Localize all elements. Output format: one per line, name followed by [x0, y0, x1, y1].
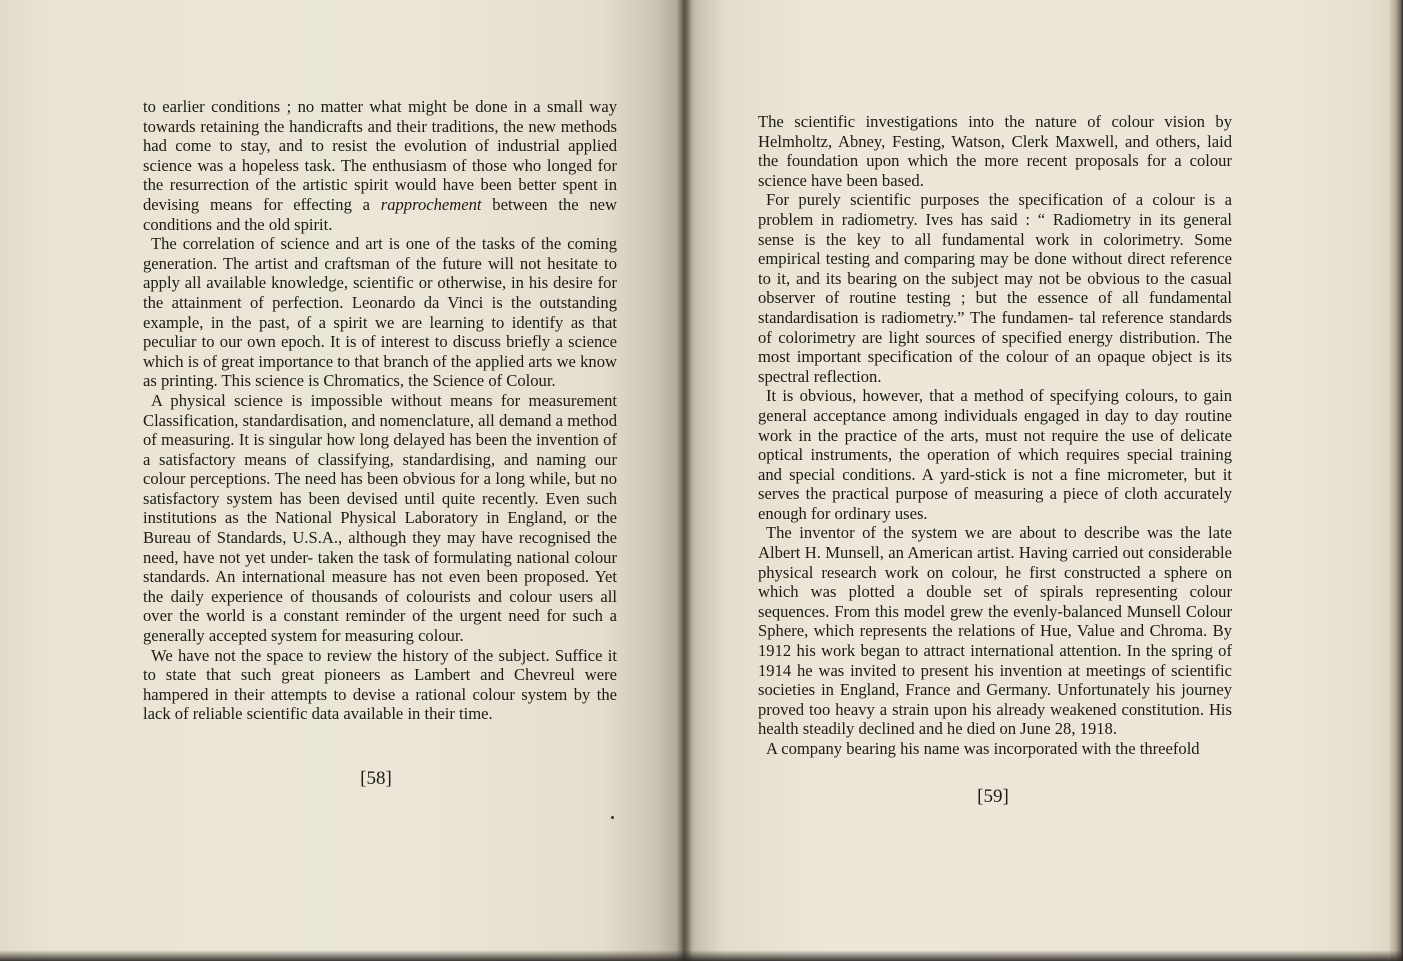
left-paragraph-1-italic: rapprochement: [380, 194, 482, 214]
left-paragraph-1: [143, 97, 617, 234]
left-page-text: [143, 97, 617, 724]
book-gutter: [676, 0, 692, 961]
page-number-left: [58]: [360, 768, 392, 789]
left-page: [0, 0, 684, 961]
paper-speck: [611, 816, 614, 819]
right-paragraph-5: A company bearing his name was incorporated with the threefold: [766, 739, 1200, 758]
left-paragraph-4: We have not the space to review the history of the subject. Suffice it to state that such great pioneers as Lambert and Chevreul were hampered in their attempts to devise a rational colour system by the lack of reliable scientific data available in their time.: [143, 645, 617, 724]
left-paragraph-1-text: to earlier conditions ; no matter what might be done in a small way towards retaining the handicrafts and their traditions, the new methods had come to stay, and to resist the evolution of industrial applied science was a hopeless task. The enthusiasm of those who longed for the resurrection of the artistic spirit would have been better spent in devising means for effecting a: [143, 97, 617, 214]
page-number-right: [59]: [977, 786, 1009, 807]
right-page-text: [758, 112, 1232, 759]
right-paragraph-1: The scientific investigations into the nature of colour vision by Helmholtz, Abney, Festing, Watson, Clerk Maxwell, and others, laid the foundation upon which the more recent proposals for a colour science have been based.: [758, 112, 1232, 190]
right-paragraph-3: It is obvious, however, that a method of specifying colours, to gain general acceptance among individuals engaged in day to day routine work in the practice of the arts, must not require the use of delicate optical instruments, the operation of which requires special training and special conditions. A yard-stick is not a fine micrometer, but it serves the practical purpose of measuring a piece of cloth accurately enough for ordinary uses.: [758, 386, 1232, 523]
left-paragraph-3: A physical science is impossible without means for measurement Classification, standardisation, and nomenclature, all demand a method of measuring. It is singular how long delayed has been the invention of a satisfactory means of classifying, standardising, and naming our colour perceptions. The need has been obvious for a long while, but no satisfactory system has been devised until quite recently. Even such institutions as the National Physical Laboratory in England, or the Bureau of Standards, U.S.A., although they may have recognised the need, have not yet under- taken the task of formulating national colour standards. An international measure has not even been proposed. Yet the daily experience of thousands of colourists and colour users all over the world is a constant reminder of the urgent need for such a generally accepted system for measuring colour.: [143, 390, 617, 646]
right-paragraph-4: The inventor of the system we are about to describe was the late Albert H. Munsell, an American artist. Having carried out considerable physical research work on colour, he first constructed a sphere on which was plotted a double set of spirals representing colour sequences. From this model grew the evenly-balanced Munsell Colour Sphere, which represents the relations of Hue, Value and Chroma. By 1912 his work began to attract international attention. In the spring of 1914 he was invited to present his invention at meetings of scientific societies in England, France and Germany. Unfortunately his journey proved too heavy a strain upon his already weakened constitution. His health steadily declined and he died on June 28, 1918.: [758, 523, 1232, 739]
right-page: [682, 0, 1393, 961]
right-paragraph-2: For purely scientific purposes the specification of a colour is a problem in radiometry. Ives has said : “ Radiometry in its general sense is the key to all fundamental work in colorimetry. Some empirical testing and comparing may be done without direct reference to it, and its bearing on the subject may not be obvious to the casual observer of routine testing ; but the essence of all fundamental standardisation is radiometry.” The fundamen- tal reference standards of colorimetry are light sources of specified energy distribution. The most important specification of the colour of an opaque object is its spectral reflection.: [758, 190, 1232, 386]
left-paragraph-1-tail: between the new conditions and the old spirit.: [143, 194, 617, 234]
scan-bottom-edge: [0, 950, 1403, 961]
left-paragraph-2: The correlation of science and art is one of the tasks of the coming generation. The artist and craftsman of the future will not hesitate to apply all available knowledge, scientific or otherwise, in his desire for the attainment of perfection. Leonardo da Vinci is the outstanding example, in the past, of a spirit we are learning to identify as that peculiar to our own epoch. It is of interest to discuss briefly a science which is of great importance to that branch of the applied arts we know as printing. This science is Chromatics, the Science of Colour.: [143, 234, 617, 391]
page-edge: [1390, 0, 1403, 961]
